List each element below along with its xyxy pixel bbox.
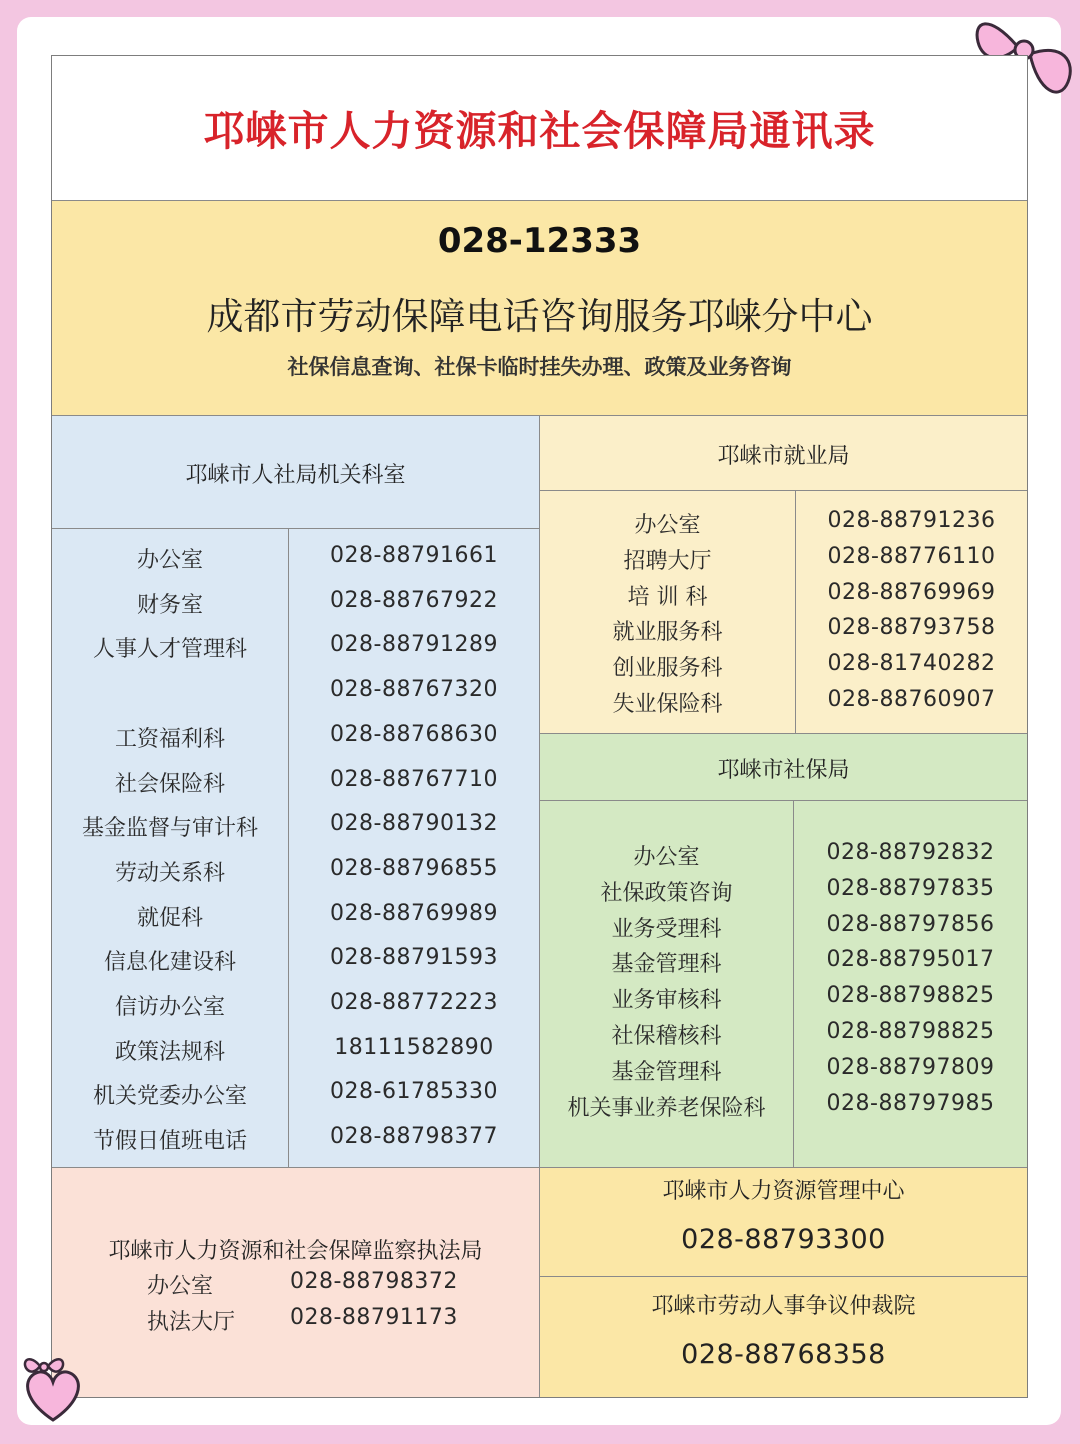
office-name: 信访办公室 bbox=[114, 995, 225, 1020]
phone-number: 028-88772223 bbox=[330, 990, 498, 1015]
office-name: 基金监督与审计科 bbox=[81, 816, 258, 842]
office-name: 节假日值班电话 bbox=[92, 1129, 247, 1155]
office-name: 基金管理科 bbox=[611, 952, 722, 978]
phone-number: 028-88798825 bbox=[826, 1019, 995, 1044]
phone-number: 028-88793758 bbox=[827, 615, 996, 641]
office-name: 执法大厅 bbox=[147, 1310, 236, 1335]
phone-number: 028-88791593 bbox=[330, 945, 498, 971]
phone-number: 028-88791661 bbox=[330, 543, 498, 568]
office-name: 工资福利科 bbox=[114, 726, 225, 752]
phone-number: 028-88776110 bbox=[827, 543, 996, 569]
office-name: 信息化建设科 bbox=[103, 950, 236, 976]
office-name: 招聘大厅 bbox=[623, 548, 712, 574]
phone-number: 028-88792832 bbox=[826, 840, 995, 865]
office-name: 业务受理科 bbox=[611, 916, 722, 942]
office-name: 财务室 bbox=[136, 592, 203, 618]
phone-number: 028-88795017 bbox=[826, 947, 995, 973]
hotline-block bbox=[52, 201, 1027, 416]
phone-number: 028-88797835 bbox=[826, 875, 995, 901]
phone-number: 028-88791289 bbox=[330, 632, 498, 658]
directory-sheet bbox=[51, 55, 1028, 1398]
renshe-section bbox=[52, 416, 540, 1168]
phone-number: 028-81740282 bbox=[827, 651, 996, 677]
rlzy-heading: 邛崃市人力资源管理中心 bbox=[662, 1179, 905, 1204]
renshe-heading: 邛崃市人社局机关科室 bbox=[185, 463, 406, 488]
office-name: 办公室 bbox=[634, 513, 701, 538]
phone-number: 028-88790132 bbox=[330, 811, 498, 837]
office-name: 办公室 bbox=[147, 1274, 214, 1299]
office-name: 社保政策咨询 bbox=[600, 880, 733, 906]
column-divider bbox=[288, 528, 289, 1167]
office-name: 培 训 科 bbox=[627, 584, 708, 610]
phone-number: 028-88769969 bbox=[827, 579, 996, 605]
office-name: 创业服务科 bbox=[612, 656, 723, 682]
rlzy-number: 028-88793300 bbox=[681, 1224, 886, 1255]
office-name: 社会保险科 bbox=[114, 771, 225, 797]
zhongcai-section bbox=[540, 1277, 1027, 1397]
phone-number: 028-88769989 bbox=[330, 900, 498, 926]
jiuye-heading: 邛崃市就业局 bbox=[717, 444, 850, 469]
office-name: 基金管理科 bbox=[611, 1059, 722, 1085]
office-name: 业务审核科 bbox=[611, 988, 722, 1014]
phone-number: 028-88798825 bbox=[826, 983, 995, 1009]
jiancha-section bbox=[52, 1168, 540, 1397]
jiancha-heading: 邛崃市人力资源和社会保障监察执法局 bbox=[108, 1239, 483, 1264]
office-name: 就业服务科 bbox=[612, 620, 723, 646]
renshe-header bbox=[52, 416, 539, 529]
office-name: 失业保险科 bbox=[612, 692, 723, 717]
hotline-number: 028-12333 bbox=[437, 221, 642, 261]
phone-number: 028-88760907 bbox=[827, 687, 996, 712]
office-name: 办公室 bbox=[136, 548, 203, 573]
phone-number: 028-88797809 bbox=[826, 1054, 995, 1080]
office-name: 机关党委办公室 bbox=[92, 1084, 247, 1110]
shebao-section bbox=[540, 734, 1027, 1168]
phone-number: 028-88767710 bbox=[330, 766, 498, 792]
office-name: 机关事业养老保险科 bbox=[567, 1095, 766, 1121]
office-name: 政策法规科 bbox=[114, 1039, 225, 1065]
zhongcai-number: 028-88768358 bbox=[681, 1339, 886, 1370]
office-name: 办公室 bbox=[633, 845, 700, 870]
hotline-name: 成都市劳动保障电话咨询服务邛崃分中心 bbox=[206, 295, 873, 338]
office-name: 就促科 bbox=[136, 905, 203, 931]
phone-number: 028-88768630 bbox=[330, 721, 498, 747]
phone-number: 028-88797856 bbox=[826, 911, 995, 937]
shebao-header bbox=[540, 734, 1027, 801]
phone-number: 028-88797985 bbox=[826, 1090, 995, 1116]
office-name: 劳动关系科 bbox=[114, 860, 225, 886]
phone-number: 028-88767320 bbox=[330, 677, 498, 703]
phone-number: 028-88767922 bbox=[330, 587, 498, 613]
phone-number: 028-88791236 bbox=[827, 508, 996, 533]
phone-number: 028-88798372 bbox=[290, 1269, 458, 1294]
phone-number: 18111582890 bbox=[334, 1034, 494, 1060]
heart-with-bow-icon bbox=[18, 1352, 88, 1426]
phone-number: 028-88796855 bbox=[330, 855, 498, 881]
zhongcai-heading: 邛崃市劳动人事争议仲裁院 bbox=[651, 1294, 916, 1319]
hotline-description: 社保信息查询、社保卡临时挂失办理、政策及业务咨询 bbox=[287, 354, 792, 379]
title-block bbox=[52, 56, 1027, 201]
office-name: 社保稽核科 bbox=[611, 1024, 722, 1049]
jiuye-header bbox=[540, 416, 1027, 491]
page-title: 邛崃市人力资源和社会保障局通讯录 bbox=[203, 107, 876, 155]
phone-number: 028-61785330 bbox=[330, 1079, 498, 1105]
office-name: 人事人才管理科 bbox=[92, 637, 247, 663]
rlzy-section bbox=[540, 1168, 1027, 1277]
jiuye-section bbox=[540, 416, 1027, 734]
phone-number: 028-88791173 bbox=[290, 1305, 458, 1330]
phone-number: 028-88798377 bbox=[330, 1124, 498, 1150]
shebao-heading: 邛崃市社保局 bbox=[717, 758, 850, 783]
